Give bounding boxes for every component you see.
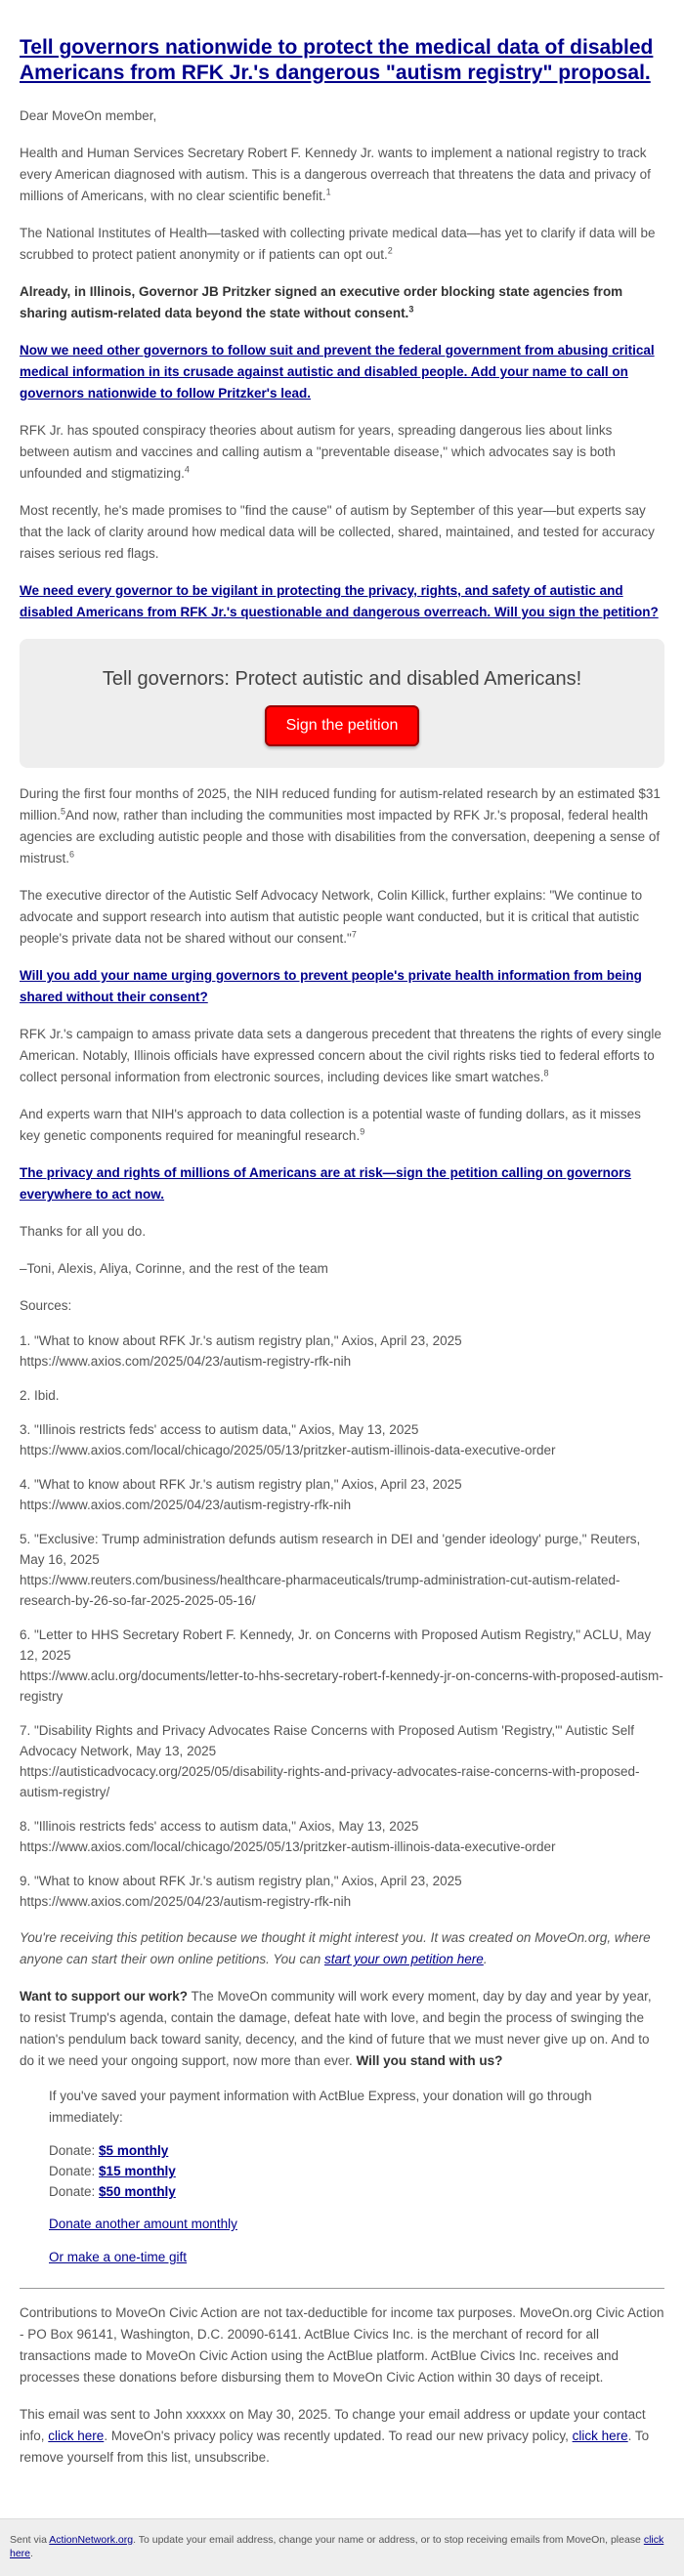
divider xyxy=(20,2288,664,2289)
donate-other-amount-link[interactable]: Donate another amount monthly xyxy=(49,2217,237,2231)
donate-other-row xyxy=(49,2214,664,2235)
footnote-2: 2 xyxy=(387,245,393,256)
source-url: https://www.axios.com/local/chicago/2025/05/13/pritzker-autism-illinois-data-executive-order xyxy=(20,1839,556,1854)
footer-bar xyxy=(0,2518,684,2576)
disclaimer: Contributions to MoveOn Civic Action are not tax-deductible for income tax purposes. MoveOn.org Civic Action - PO Box 96141, Washington, D.C. 20090-6141. ActBlue Civics Inc. is the merchant of record for all transactions made to MoveOn Civic Action using the ActBlue platform. ActBlue Civics Inc. receives and processes these donations before disbursing them to MoveOn Civic Action within 30 days of receipt. xyxy=(20,2305,664,2385)
footer-middle: . To update your email address, change your name or address, or to stop receiving emails from MoveOn, please xyxy=(133,2534,644,2546)
donate-one-time-link[interactable]: Or make a one-time gift xyxy=(49,2250,188,2264)
paragraph-waste-text: And experts warn that NIH's approach to data collection is a potential waste of funding dollars, as it misses key genetic components required for meaningful research. xyxy=(20,1107,641,1143)
donate-option xyxy=(49,2181,664,2202)
source-title: 6. "Letter to HHS Secretary Robert F. Kennedy, Jr. on Concerns with Proposed Autism Registry," ACLU, May 12, 2025 xyxy=(20,1627,652,1663)
source-title: 4. "What to know about RFK Jr.'s autism registry plan," Axios, April 23, 2025 xyxy=(20,1477,462,1492)
donate-50-monthly-link[interactable]: $50 monthly xyxy=(99,2184,176,2199)
donate-prefix: Donate: xyxy=(49,2143,100,2158)
cta-link-act-now[interactable]: The privacy and rights of millions of Americans are at risk—sign the petition calling on governors everywhere to act now. xyxy=(20,1165,631,1202)
petition-box-title: Tell governors: Protect autistic and disabled Americans! xyxy=(102,668,582,690)
footer-text xyxy=(0,2519,684,2560)
donate-option xyxy=(49,2140,664,2161)
signoff-line: –Toni, Alexis, Aliya, Corinne, and the rest of the team xyxy=(20,1261,328,1276)
donate-5-monthly-link[interactable]: $5 monthly xyxy=(99,2143,169,2158)
sources-label: Sources: xyxy=(20,1298,72,1313)
paragraph-conspiracy xyxy=(20,420,664,485)
source-item xyxy=(20,1529,664,1611)
footer-end: . xyxy=(30,2548,33,2559)
footnote-1: 1 xyxy=(325,187,331,197)
cta-paragraph-4 xyxy=(20,1162,664,1205)
sign-petition-button[interactable]: Sign the petition xyxy=(265,705,420,746)
source-title: 1. "What to know about RFK Jr.'s autism registry plan," Axios, April 23, 2025 xyxy=(20,1333,462,1348)
source-title: 3. "Illinois restricts feds' access to autism data," Axios, May 13, 2025 xyxy=(20,1422,419,1437)
support-paragraph xyxy=(20,1986,664,2072)
thanks-line: Thanks for all you do. xyxy=(20,1224,147,1239)
paragraph-illinois-text: Already, in Illinois, Governor JB Pritzker signed an executive order blocking state agencies from sharing autism-related data beyond the state without consent. xyxy=(20,284,623,320)
footnote-3: 3 xyxy=(408,304,414,315)
paragraph-funding-text-b: And now, rather than including the communities most impacted by RFK Jr.'s proposal, federal health agencies are excluding autistic people and those with disabilities from the conversation, deepening a sense of mistrust. xyxy=(20,808,661,866)
petition-box xyxy=(20,639,664,768)
greeting: Dear MoveOn member, xyxy=(20,108,157,123)
cta-paragraph-3 xyxy=(20,965,664,1008)
paragraph-precedent xyxy=(20,1024,664,1088)
paragraph-funding-text-a: During the first four months of 2025, the NIH reduced funding for autism-related research by an estimated $31 million. xyxy=(20,786,661,823)
headline xyxy=(20,35,664,86)
source-url: https://www.axios.com/local/chicago/2025/05/13/pritzker-autism-illinois-data-executive-order xyxy=(20,1443,556,1457)
paragraph-asan-quote-text: The executive director of the Autistic Self Advocacy Network, Colin Killick, further explains: "We continue to advocate and support research into autism that autistic people want conducted, but it is critical that autistic people's private data not be shared without our consent." xyxy=(20,888,643,946)
donate-15-monthly-link[interactable]: $15 monthly xyxy=(99,2164,176,2178)
cta-link-be-vigilant[interactable]: We need every governor to be vigilant in protecting the privacy, rights, and safety of autistic and disabled Americans from RFK Jr.'s questionable and dangerous overreach. Will you sign the petition? xyxy=(20,583,659,619)
donate-option xyxy=(49,2161,664,2181)
source-title: 9. "What to know about RFK Jr.'s autism registry plan," Axios, April 23, 2025 xyxy=(20,1874,462,1888)
cta-paragraph-2 xyxy=(20,580,664,623)
sources-list xyxy=(20,1330,664,1912)
paragraph-conspiracy-text: RFK Jr. has spouted conspiracy theories about autism for years, spreading dangerous lies about links between autism and vaccines and calling autism a "preventable disease," which advocates say is both unfounded and stigmatizing. xyxy=(20,423,616,481)
petition-note-text: You're receiving this petition because we thought it might interest you. It was created on MoveOn.org, where anyone can start their own online petitions. You can xyxy=(20,1930,651,1966)
support-question: Will you stand with us? xyxy=(356,2053,503,2068)
source-item xyxy=(20,1816,664,1857)
footnote-7: 7 xyxy=(351,929,357,940)
footnote-4: 4 xyxy=(184,464,190,475)
paragraph-registry-text: Health and Human Services Secretary Robert F. Kennedy Jr. wants to implement a national registry to track every American diagnosed with autism. This is a dangerous overreach that threatens the data and privacy of millions of Americans, with no clear scientific benefit. xyxy=(20,146,651,203)
source-url: https://www.reuters.com/business/healthcare-pharmaceuticals/trump-administration-cut-autism-related-research-by-26-so-far-2025-2025-05-16/ xyxy=(20,1573,620,1608)
paragraph-asan-quote xyxy=(20,885,664,950)
support-text: The MoveOn community will work every moment, day by day and year by year, to resist Trump's agenda, contain the damage, defeat hate with love, and begin the process of swinging the nation's pendulum back toward sanity, decency, and the kind of future that we must never give up on. And to do it we need your ongoing support, now more than ever. xyxy=(20,1989,652,2068)
paragraph-nih xyxy=(20,223,664,266)
email-note-text-3: . To remove yourself from this list, unsubscribe. xyxy=(20,2428,650,2465)
footer-prefix: Sent via xyxy=(10,2534,50,2546)
petition-note-end: . xyxy=(483,1952,488,1966)
cta-link-follow-pritzker[interactable]: Now we need other governors to follow suit and prevent the federal government from abusing critical medical information in its crusade against autistic and disabled people. Add your name to call on governors nationwide to follow Pritzker's lead. xyxy=(20,343,655,401)
source-item xyxy=(20,1474,664,1515)
footnote-6: 6 xyxy=(69,849,75,860)
source-item xyxy=(20,1871,664,1912)
action-network-link[interactable]: ActionNetwork.org xyxy=(49,2534,134,2546)
footnote-9: 9 xyxy=(360,1126,365,1137)
source-url: https://www.axios.com/2025/04/23/autism-registry-rfk-nih xyxy=(20,1894,352,1909)
support-label: Want to support our work? xyxy=(20,1989,188,2004)
email-body xyxy=(20,0,664,2469)
email-note-text-1: This email was sent to John xxxxxx on May 30, 2025. To change your email address or update your contact info, xyxy=(20,2407,646,2443)
paragraph-illinois xyxy=(20,281,664,324)
footnote-5: 5 xyxy=(61,806,66,817)
cta-paragraph-1 xyxy=(20,340,664,404)
source-url: https://www.axios.com/2025/04/23/autism-registry-rfk-nih xyxy=(20,1498,352,1512)
paragraph-precedent-text: RFK Jr.'s campaign to amass private data sets a dangerous precedent that threatens the rights of every single American. Notably, Illinois officials have expressed concern about the civil rights risks tied to federal efforts to collect personal information from electronic sources, including devices like smart watches. xyxy=(20,1027,662,1084)
donate-one-time-row xyxy=(49,2247,664,2268)
source-title: 2. Ibid. xyxy=(20,1388,60,1403)
donate-options xyxy=(49,2140,664,2202)
source-title: 5. "Exclusive: Trump administration defunds autism research in DEI and 'gender ideology' purge," Reuters, May 16, 2025 xyxy=(20,1532,641,1567)
paragraph-registry xyxy=(20,143,664,207)
update-contact-link[interactable]: click here xyxy=(48,2428,105,2443)
source-title: 7. "Disability Rights and Privacy Advocates Raise Concerns with Proposed Autism 'Registry,'" Autistic Self Advocacy Network, May 13, 2025 xyxy=(20,1723,635,1758)
petition-note xyxy=(20,1927,664,1970)
source-title: 8. "Illinois restricts feds' access to autism data," Axios, May 13, 2025 xyxy=(20,1819,419,1834)
source-item xyxy=(20,1385,664,1406)
footer-click-here-link[interactable]: click here xyxy=(10,2534,664,2559)
source-item xyxy=(20,1625,664,1707)
source-item xyxy=(20,1330,664,1372)
paragraph-nih-text: The National Institutes of Health—tasked with collecting private medical data—has yet to clarify if data will be scrubbed to protect patient anonymity or if patients can opt out. xyxy=(20,226,656,262)
footnote-8: 8 xyxy=(543,1068,549,1078)
start-petition-link[interactable]: start your own petition here xyxy=(323,1952,484,1966)
source-url: https://www.axios.com/2025/04/23/autism-registry-rfk-nih xyxy=(20,1354,352,1369)
headline-link[interactable]: Tell governors nationwide to protect the medical data of disabled Americans from RFK Jr.'s dangerous "autism registry" proposal. xyxy=(20,36,654,84)
source-url: https://autisticadvocacy.org/2025/05/disability-rights-and-privacy-advocates-raise-concerns-with-proposed-autism-registry/ xyxy=(20,1764,640,1799)
cta-link-add-name[interactable]: Will you add your name urging governors to prevent people's private health information from being shared without their consent? xyxy=(20,968,642,1004)
source-item xyxy=(20,1720,664,1802)
paragraph-find-cause: Most recently, he's made promises to "find the cause" of autism by September of this year—but experts say that the lack of clarity around how medical data will be collected, shared, maintained, and tested for accuracy raises serious red flags. xyxy=(20,503,655,561)
email-note-text-2: . MoveOn's privacy policy was recently updated. To read our new privacy policy, xyxy=(104,2428,573,2443)
donate-section xyxy=(49,2086,664,2268)
paragraph-funding xyxy=(20,783,664,869)
donate-prefix: Donate: xyxy=(49,2164,100,2178)
email-note xyxy=(20,2404,664,2469)
source-item xyxy=(20,1419,664,1460)
source-url: https://www.aclu.org/documents/letter-to-hhs-secretary-robert-f-kennedy-jr-on-concerns-with-proposed-autism-registry xyxy=(20,1668,663,1704)
privacy-policy-link[interactable]: click here xyxy=(572,2428,628,2443)
donate-prefix: Donate: xyxy=(49,2184,100,2199)
paragraph-waste xyxy=(20,1104,664,1147)
donate-intro: If you've saved your payment information with ActBlue Express, your donation will go through immediately: xyxy=(49,2089,592,2125)
